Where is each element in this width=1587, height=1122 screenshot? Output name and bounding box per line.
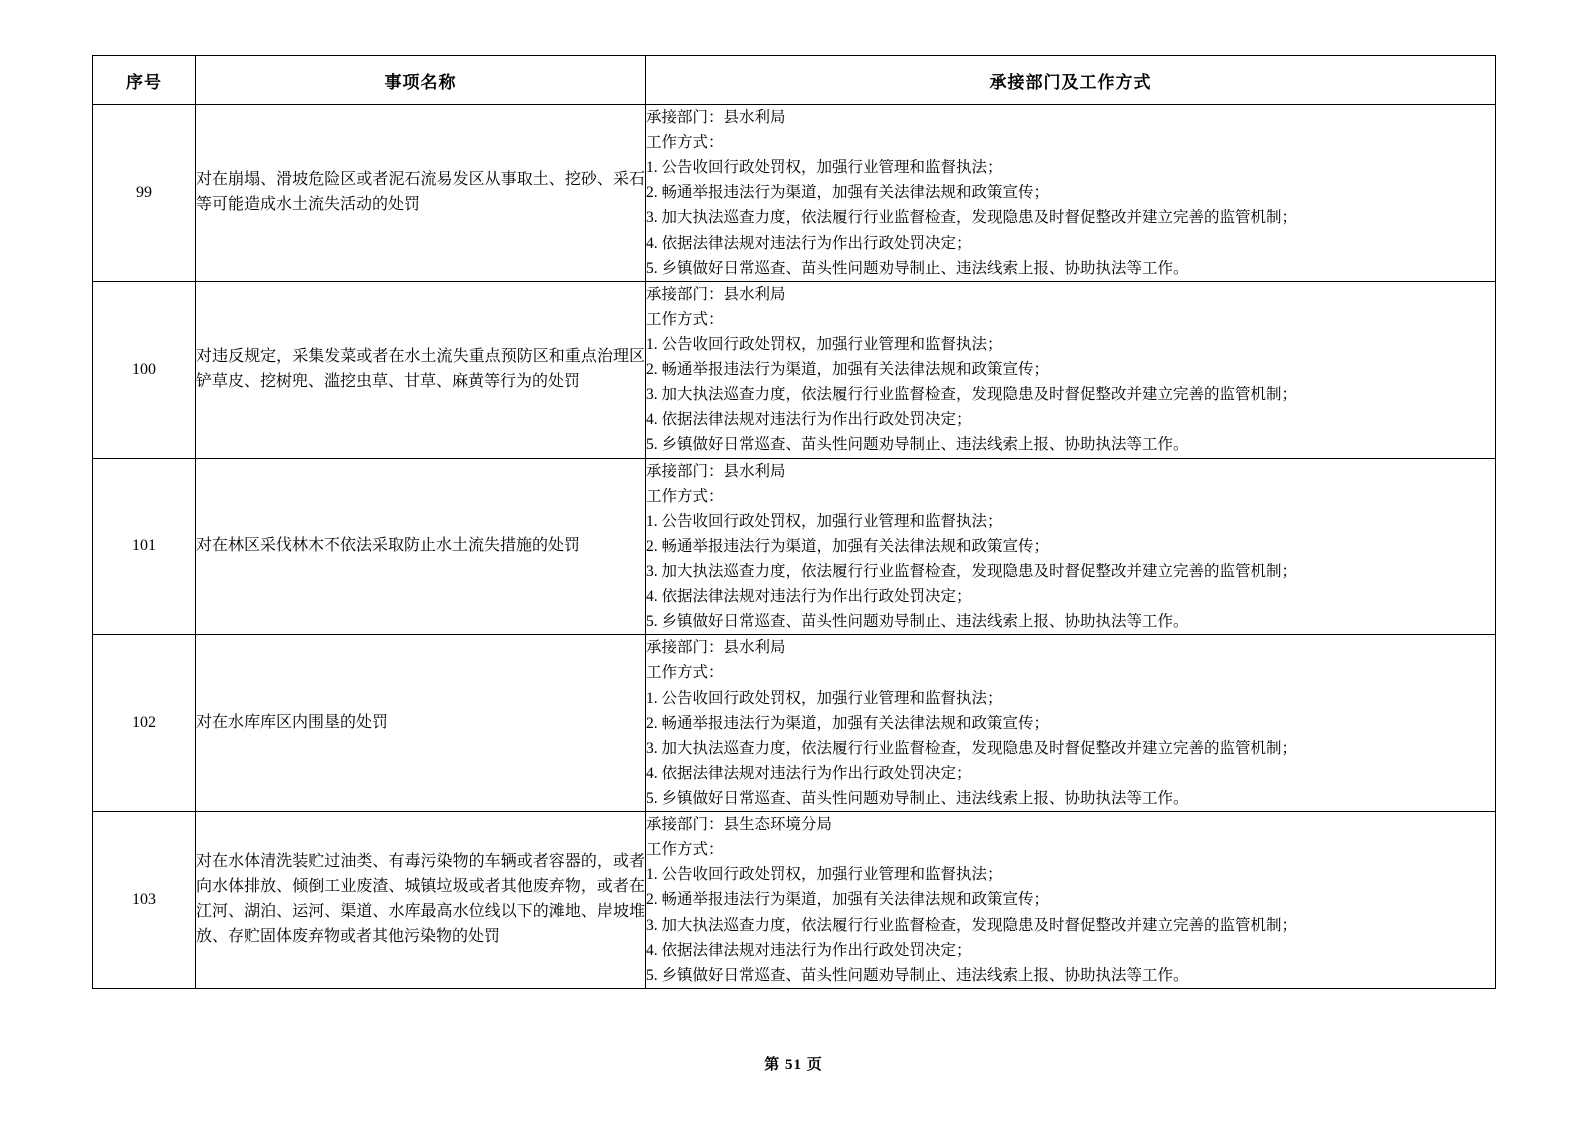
department-line: 工作方式： [646, 310, 724, 328]
matters-table [92, 55, 1496, 989]
department-line: 承接部门：县水利局 [646, 109, 786, 126]
matter-name: 对违反规定，采集发菜或者在水土流失重点预防区和重点治理区铲草皮、挖树兜、滥挖虫草、甘草、麻黄等行为的处罚 [196, 281, 646, 458]
department-and-method [646, 812, 1496, 989]
table-row [93, 458, 1496, 635]
department-line: 承接部门：县水利局 [646, 462, 786, 480]
department-line: 3. 加大执法巡查力度，依法履行行业监督检查，发现隐患及时督促整改并建立完善的监管机制； [646, 386, 1298, 404]
department-line: 4. 依据法律法规对违法行为作出行政处罚决定； [646, 234, 972, 252]
matter-name: 对在水体清洗装贮过油类、有毒污染物的车辆或者容器的，或者向水体排放、倾倒工业废渣、城镇垃圾或者其他废弃物，或者在江河、湖泊、运河、渠道、水库最高水位线以下的滩地、岸坡堆放、存贮固体废弃物或者其他污染物的处罚 [196, 812, 646, 989]
row-number: 102 [93, 635, 196, 812]
department-line: 4. 依据法律法规对违法行为作出行政处罚决定； [646, 411, 972, 429]
department-line: 工作方式： [646, 134, 724, 152]
table-row [93, 105, 1496, 282]
table-row [93, 635, 1496, 812]
row-number: 100 [93, 281, 196, 458]
department-line: 5. 乡镇做好日常巡查、苗头性问题劝导制止、违法线索上报、协助执法等工作。 [646, 436, 1189, 454]
department-line: 4. 依据法律法规对违法行为作出行政处罚决定； [646, 764, 972, 782]
department-line: 工作方式： [646, 487, 724, 505]
department-line: 3. 加大执法巡查力度，依法履行行业监督检查，发现隐患及时督促整改并建立完善的监管机制； [646, 209, 1298, 227]
table-row [93, 812, 1496, 989]
matter-name: 对在水库库区内围垦的处罚 [196, 635, 646, 812]
department-line: 工作方式： [646, 841, 724, 859]
department-and-method [646, 458, 1496, 635]
department-line: 5. 乡镇做好日常巡查、苗头性问题劝导制止、违法线索上报、协助执法等工作。 [646, 613, 1189, 631]
department-line: 3. 加大执法巡查力度，依法履行行业监督检查，发现隐患及时督促整改并建立完善的监管机制； [646, 562, 1298, 580]
department-line: 2. 畅通举报违法行为渠道，加强有关法律法规和政策宣传； [646, 714, 1050, 732]
department-and-method [646, 635, 1496, 812]
department-and-method [646, 281, 1496, 458]
department-line: 承接部门：县水利局 [646, 639, 786, 657]
department-line: 2. 畅通举报违法行为渠道，加强有关法律法规和政策宣传； [646, 361, 1050, 379]
department-line: 1. 公告收回行政处罚权，加强行业管理和监督执法； [646, 689, 1003, 707]
table-body [93, 105, 1496, 989]
department-line: 5. 乡镇做好日常巡查、苗头性问题劝导制止、违法线索上报、协助执法等工作。 [646, 789, 1189, 807]
department-line: 5. 乡镇做好日常巡查、苗头性问题劝导制止、违法线索上报、协助执法等工作。 [646, 966, 1189, 984]
row-number: 99 [93, 105, 196, 282]
department-line: 3. 加大执法巡查力度，依法履行行业监督检查，发现隐患及时督促整改并建立完善的监管机制； [646, 916, 1298, 934]
table-header [93, 56, 1496, 105]
department-line: 2. 畅通举报违法行为渠道，加强有关法律法规和政策宣传； [646, 891, 1050, 909]
department-line: 4. 依据法律法规对违法行为作出行政处罚决定； [646, 588, 972, 606]
page-footer: 第 51 页 [764, 1057, 823, 1073]
row-number: 101 [93, 458, 196, 635]
department-line: 承接部门：县水利局 [646, 285, 786, 303]
table-header-row [93, 56, 1496, 105]
department-line: 1. 公告收回行政处罚权，加强行业管理和监督执法； [646, 159, 1003, 177]
department-line: 工作方式： [646, 664, 724, 682]
row-number: 103 [93, 812, 196, 989]
matter-name: 对在崩塌、滑坡危险区或者泥石流易发区从事取土、挖砂、采石等可能造成水土流失活动的处罚 [196, 105, 646, 282]
department-line: 1. 公告收回行政处罚权，加强行业管理和监督执法； [646, 335, 1003, 353]
department-line: 3. 加大执法巡查力度，依法履行行业监督检查，发现隐患及时督促整改并建立完善的监管机制； [646, 739, 1298, 757]
department-line: 1. 公告收回行政处罚权，加强行业管理和监督执法； [646, 512, 1003, 530]
column-header-name: 事项名称 [196, 56, 646, 105]
department-line: 2. 畅通举报违法行为渠道，加强有关法律法规和政策宣传； [646, 184, 1050, 202]
column-header-no: 序号 [93, 56, 196, 105]
department-and-method [646, 105, 1496, 282]
matter-name: 对在林区采伐林木不依法采取防止水土流失措施的处罚 [196, 458, 646, 635]
department-line: 5. 乡镇做好日常巡查、苗头性问题劝导制止、违法线索上报、协助执法等工作。 [646, 259, 1189, 277]
department-line: 2. 畅通举报违法行为渠道，加强有关法律法规和政策宣传； [646, 537, 1050, 555]
column-header-dept: 承接部门及工作方式 [646, 56, 1496, 105]
department-line: 4. 依据法律法规对违法行为作出行政处罚决定； [646, 941, 972, 959]
department-line: 承接部门：县生态环境分局 [646, 816, 833, 834]
department-line: 1. 公告收回行政处罚权，加强行业管理和监督执法； [646, 866, 1003, 884]
table-row [93, 281, 1496, 458]
